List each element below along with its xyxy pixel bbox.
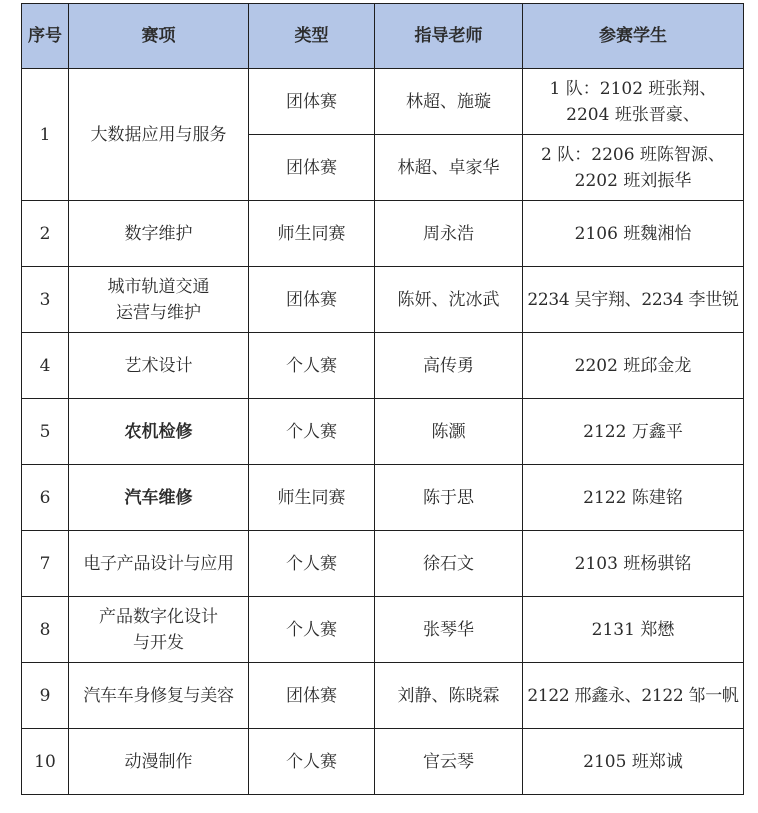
students-line: 1 队：2102 班张翔、: [549, 78, 717, 99]
row-index: 10: [22, 729, 69, 795]
event-line: 运营与维护: [116, 302, 201, 323]
row-teacher: 刘静、陈晓霖: [375, 663, 523, 729]
table-row: [22, 69, 744, 135]
row-students: 2122 万鑫平: [523, 399, 744, 465]
event-line: 与开发: [133, 632, 184, 653]
table-row: [22, 531, 744, 597]
row-type: 团体赛: [249, 267, 375, 333]
row-type: 师生同赛: [249, 201, 375, 267]
row-index: 8: [22, 597, 69, 663]
students-line: 2 队：2206 班陈智源、: [541, 144, 725, 165]
row-teacher: 周永浩: [375, 201, 523, 267]
row-type: 个人赛: [249, 597, 375, 663]
event-line: 产品数字化设计: [99, 606, 218, 627]
row-event: [69, 597, 249, 663]
table-row: [22, 729, 744, 795]
row-index: 4: [22, 333, 69, 399]
row-index: 3: [22, 267, 69, 333]
row-students: 2131 郑懋: [523, 597, 744, 663]
row-teacher: 陈于思: [375, 465, 523, 531]
table-row: [22, 465, 744, 531]
row-students: 2122 陈建铭: [523, 465, 744, 531]
row-students: [523, 135, 744, 201]
row-index: 6: [22, 465, 69, 531]
row-index: 7: [22, 531, 69, 597]
row-teacher: 陈妍、沈冰武: [375, 267, 523, 333]
header-row: [22, 4, 744, 69]
row-index: 1: [22, 69, 69, 201]
row-type: 个人赛: [249, 531, 375, 597]
row-event: 动漫制作: [69, 729, 249, 795]
table-row: [22, 267, 744, 333]
students-line: 2202 班刘振华: [574, 170, 692, 191]
row-type: 个人赛: [249, 729, 375, 795]
row-students: 2122 邢鑫永、2122 邹一帆: [523, 663, 744, 729]
row-type: 团体赛: [249, 663, 375, 729]
event-line: 城市轨道交通: [107, 276, 210, 297]
header-teacher: 指导老师: [375, 4, 523, 69]
header-event: 赛项: [69, 4, 249, 69]
header-index: 序号: [22, 4, 69, 69]
row-event: 数字维护: [69, 201, 249, 267]
students-line: 2204 班张晋豪、: [566, 104, 700, 125]
competition-roster-table: [21, 3, 744, 795]
row-students: 2105 班郑诚: [523, 729, 744, 795]
row-type: 团体赛: [249, 135, 375, 201]
row-event: [69, 267, 249, 333]
table-row: [22, 399, 744, 465]
header-type: 类型: [249, 4, 375, 69]
row-teacher: 张琴华: [375, 597, 523, 663]
row-teacher: 高传勇: [375, 333, 523, 399]
row-teacher: 徐石文: [375, 531, 523, 597]
row-teacher: 官云琴: [375, 729, 523, 795]
row-students: 2106 班魏湘怡: [523, 201, 744, 267]
row-teacher: 林超、施璇: [375, 69, 523, 135]
row-students: 2103 班杨骐铭: [523, 531, 744, 597]
row-event: 农机检修: [69, 399, 249, 465]
table-row: [22, 333, 744, 399]
row-teacher: 陈灏: [375, 399, 523, 465]
row-event: 艺术设计: [69, 333, 249, 399]
row-index: 9: [22, 663, 69, 729]
header-students: 参赛学生: [523, 4, 744, 69]
row-students: 2234 吴宇翔、2234 李世锐: [523, 267, 744, 333]
table-header: [22, 4, 744, 69]
row-event: 大数据应用与服务: [69, 69, 249, 201]
table-body: [22, 69, 744, 795]
row-students: [523, 69, 744, 135]
row-teacher: 林超、卓家华: [375, 135, 523, 201]
table-row: [22, 201, 744, 267]
row-index: 2: [22, 201, 69, 267]
row-type: 师生同赛: [249, 465, 375, 531]
row-event: 电子产品设计与应用: [69, 531, 249, 597]
table-row: [22, 663, 744, 729]
table-row: [22, 597, 744, 663]
row-students: 2202 班邱金龙: [523, 333, 744, 399]
row-index: 5: [22, 399, 69, 465]
row-event: 汽车车身修复与美容: [69, 663, 249, 729]
row-event: 汽车维修: [69, 465, 249, 531]
row-type: 团体赛: [249, 69, 375, 135]
row-type: 个人赛: [249, 333, 375, 399]
row-type: 个人赛: [249, 399, 375, 465]
